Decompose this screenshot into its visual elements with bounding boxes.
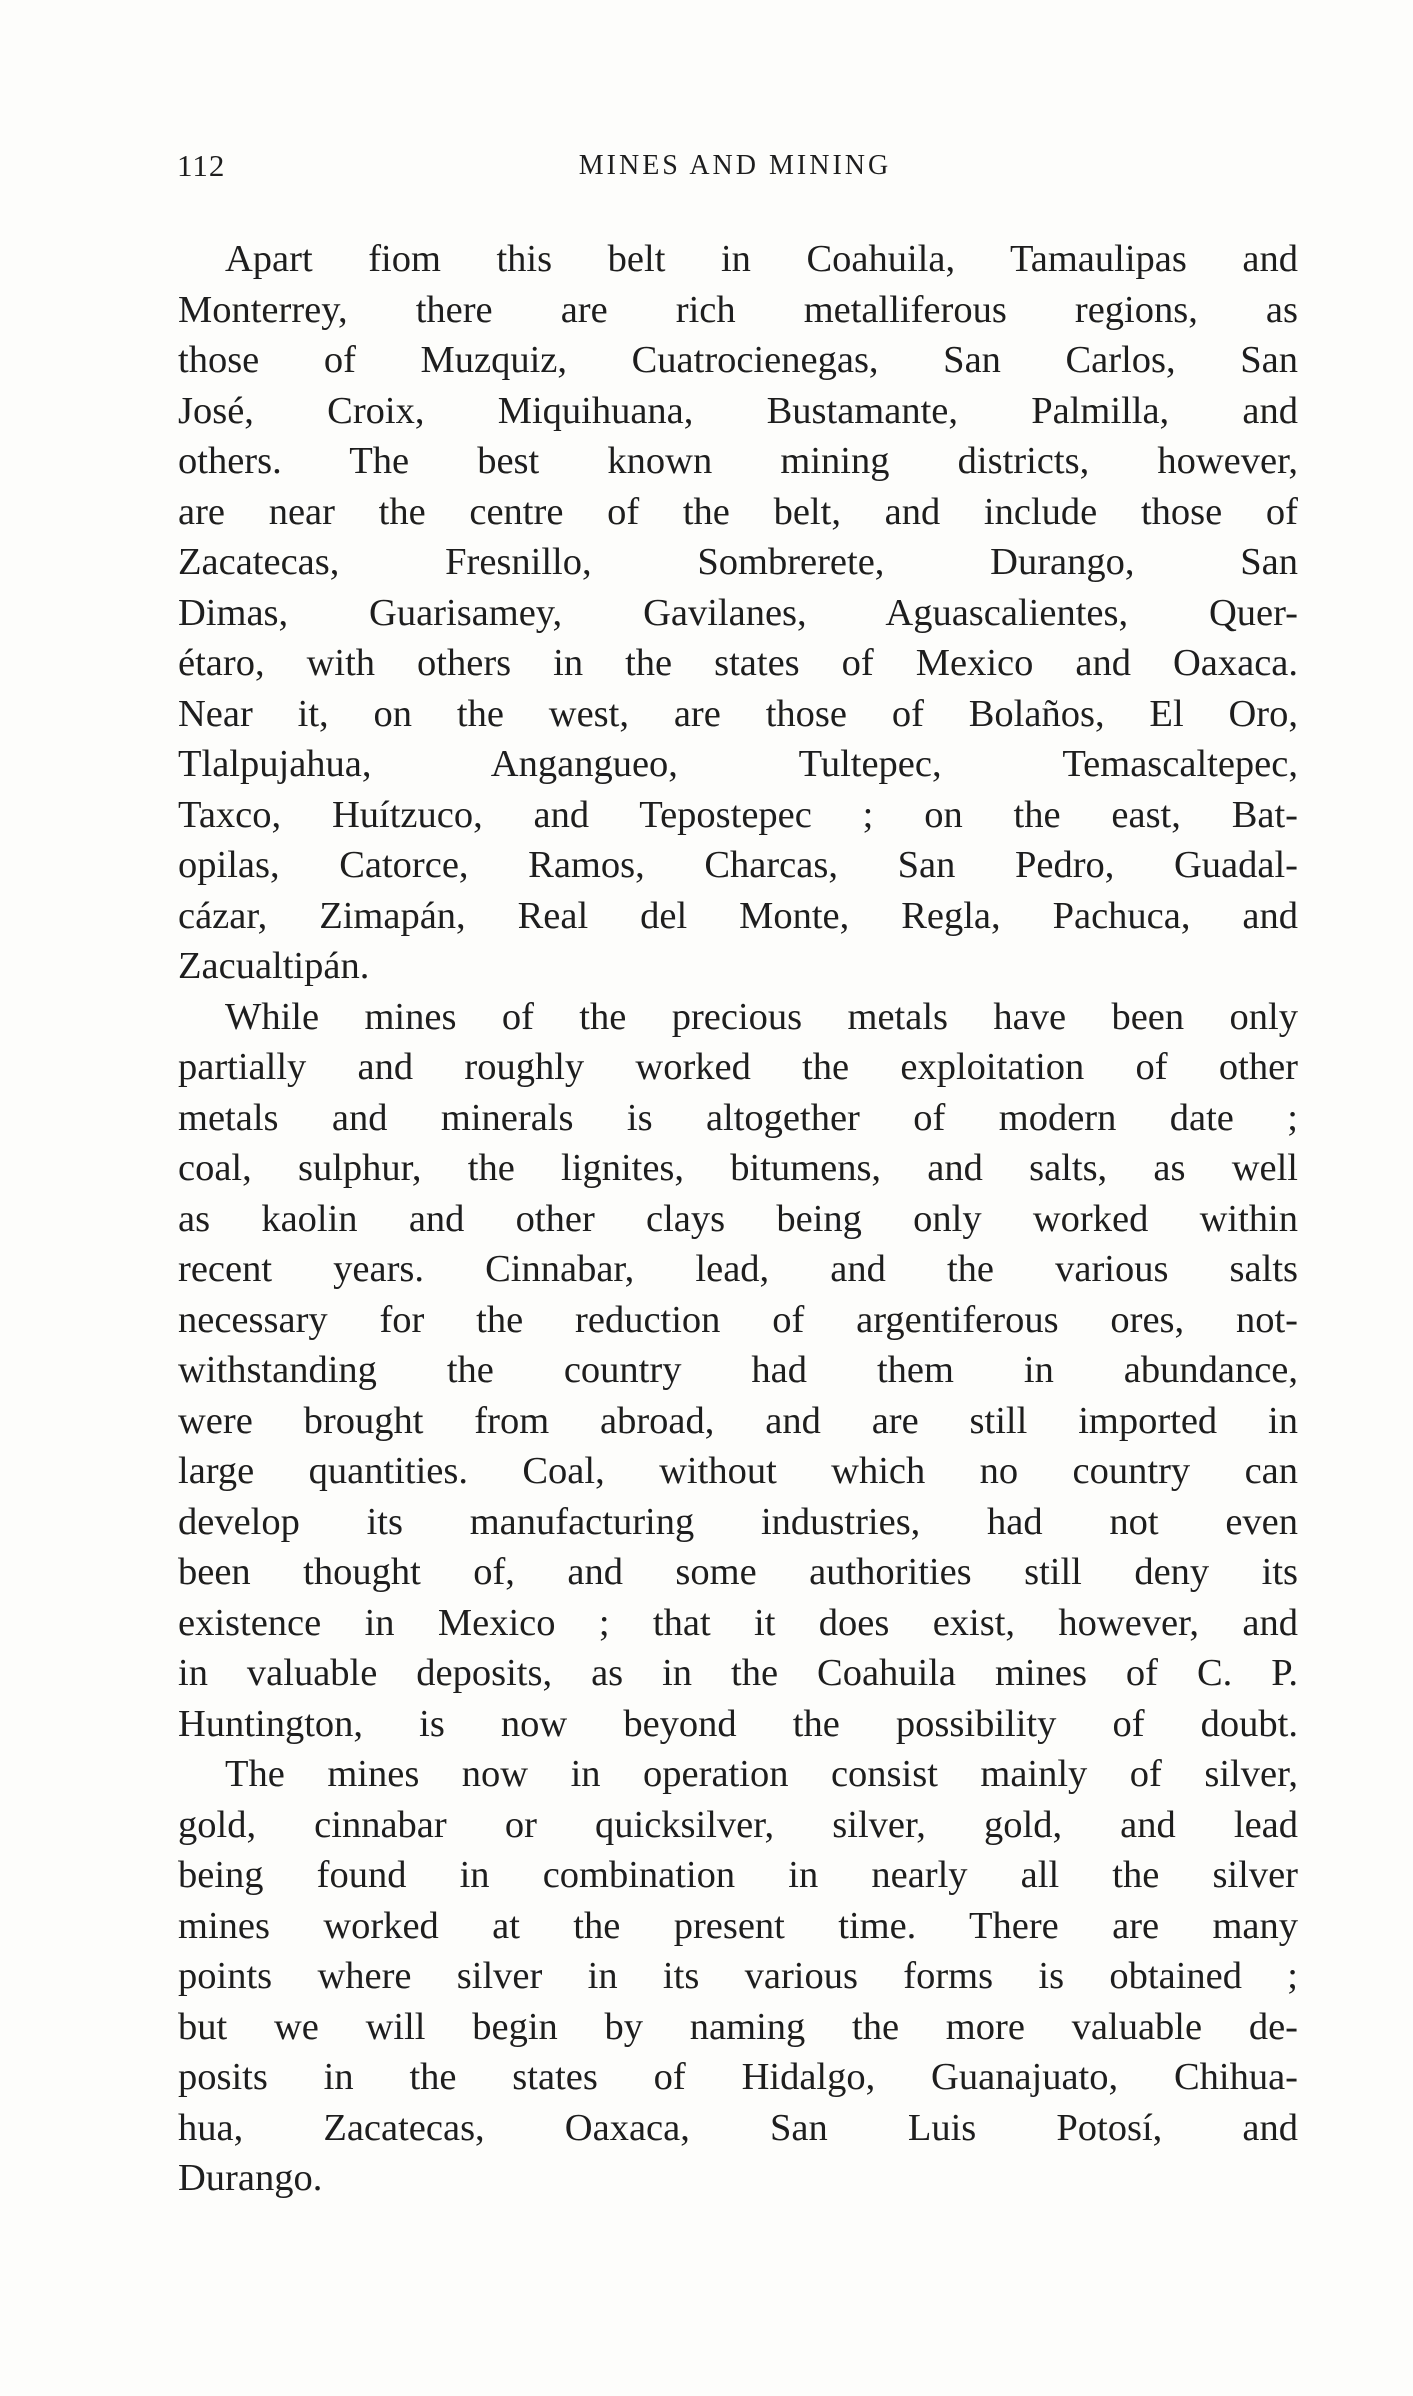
text-line: as kaolin and other clays being only worked within [178, 1197, 1298, 1240]
text-line: withstanding the country had them in abundance, [178, 1349, 1298, 1391]
text-line: opilas, Catorce, Ramos, Charcas, San Pedro, Guadal- [178, 844, 1298, 886]
text-line: recent years. Cinnabar, lead, and the various salts [178, 1248, 1298, 1290]
text-line: étaro, with others in the states of Mexico and Oaxaca. [178, 642, 1298, 684]
text-line: hua, Zacatecas, Oaxaca, San Luis Potosí, and [178, 2106, 1298, 2149]
text-line: mines worked at the present time. There are many [178, 1904, 1298, 1947]
text-line: were brought from abroad, and are still imported in [178, 1399, 1298, 1442]
text-line: Apart fiom this belt in Coahuila, Tamaulipas and [225, 238, 1298, 280]
text-line: those of Muzquiz, Cuatrocienegas, San Carlos, San [178, 339, 1298, 381]
page-header [177, 148, 1293, 198]
running-head: MINES AND MINING [578, 150, 892, 181]
text-line: metals and minerals is altogether of modern date ; [178, 1096, 1298, 1139]
text-line: points where silver in its various forms is obtained ; [178, 1955, 1298, 1997]
text-line: Tlalpujahua, Angangueo, Tultepec, Temascaltepec, [178, 743, 1298, 785]
text-line: Taxco, Huítzuco, and Tepostepec ; on the east, Bat- [178, 793, 1298, 836]
text-line: posits in the states of Hidalgo, Guanajuato, Chihua- [178, 2056, 1298, 2098]
text-line: been thought of, and some authorities still deny its [178, 1551, 1298, 1593]
page-number: 112 [177, 148, 226, 183]
body-text [178, 234, 1298, 2204]
text-line: large quantities. Coal, without which no country can [178, 1450, 1298, 1492]
text-line: While mines of the precious metals have been only [225, 995, 1298, 1038]
text-line: in valuable deposits, as in the Coahuila mines of C. P. [178, 1652, 1298, 1694]
text-line: gold, cinnabar or quicksilver, silver, gold, and lead [178, 1803, 1298, 1846]
text-line: Zacualtipán. [178, 945, 370, 987]
text-line: Near it, on the west, are those of Bolaños, El Oro, [178, 692, 1298, 735]
text-line: are near the centre of the belt, and include those of [178, 490, 1298, 533]
text-line: necessary for the reduction of argentiferous ores, not- [178, 1298, 1298, 1341]
text-line: others. The best known mining districts, however, [178, 440, 1298, 482]
text-line: cázar, Zimapán, Real del Monte, Regla, Pachuca, and [178, 894, 1298, 937]
text-line: Durango. [178, 2157, 323, 2199]
text-line: Zacatecas, Fresnillo, Sombrerete, Durango, San [178, 541, 1298, 583]
text-line: partially and roughly worked the exploitation of other [178, 1046, 1298, 1088]
text-line: coal, sulphur, the lignites, bitumens, and salts, as well [178, 1147, 1298, 1189]
text-line: Dimas, Guarisamey, Gavilanes, Aguascalientes, Quer- [178, 591, 1298, 634]
text-line: but we will begin by naming the more valuable de- [178, 2005, 1298, 2048]
text-line: The mines now in operation consist mainly of silver, [225, 1753, 1298, 1795]
text-line: being found in combination in nearly all the silver [178, 1854, 1298, 1896]
text-line: existence in Mexico ; that it does exist, however, and [178, 1601, 1298, 1644]
text-line: José, Croix, Miquihuana, Bustamante, Palmilla, and [178, 389, 1298, 432]
text-line: Huntington, is now beyond the possibility of doubt. [178, 1702, 1298, 1745]
text-line: develop its manufacturing industries, had not even [178, 1500, 1298, 1543]
text-line: Monterrey, there are rich metalliferous regions, as [178, 288, 1298, 331]
